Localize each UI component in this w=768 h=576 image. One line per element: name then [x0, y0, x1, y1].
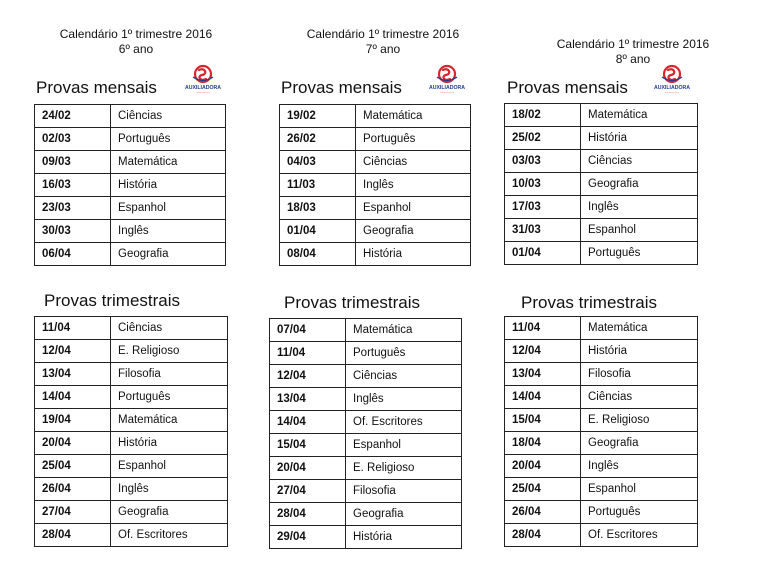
table-row — [270, 411, 462, 434]
exam-subject: Of. Escritores — [346, 411, 462, 434]
exam-date: 14/04 — [35, 386, 111, 409]
table-row — [280, 243, 471, 266]
exam-subject: História — [346, 526, 462, 549]
exam-subject: Espanhol — [356, 197, 471, 220]
exam-date: 12/04 — [270, 365, 346, 388]
table-row — [35, 386, 228, 409]
exam-subject: Geografia — [111, 243, 226, 266]
mensais-title: Provas mensais — [281, 78, 402, 97]
exam-date: 19/02 — [280, 105, 356, 128]
table-row — [35, 105, 226, 128]
exam-date: 20/04 — [270, 457, 346, 480]
exam-date: 11/04 — [270, 342, 346, 365]
table-row — [505, 150, 698, 173]
header-7ano — [293, 27, 473, 57]
exam-subject: Espanhol — [111, 197, 226, 220]
table-row — [280, 197, 471, 220]
table-row — [280, 151, 471, 174]
exam-subject: Filosofia — [111, 363, 228, 386]
exam-date: 20/04 — [35, 432, 111, 455]
header-grade: 6º ano — [118, 42, 154, 56]
school-logo-icon — [183, 64, 223, 94]
exam-date: 02/03 — [35, 128, 111, 151]
trimestrais-table — [34, 316, 228, 547]
table-row — [280, 220, 471, 243]
table-row — [270, 457, 462, 480]
exam-date: 28/04 — [270, 503, 346, 526]
table-row — [505, 478, 698, 501]
svg-text:AUXILIADORA: AUXILIADORA — [653, 85, 691, 91]
exam-subject: Filosofia — [581, 363, 698, 386]
trimestrais-title: Provas trimestrais — [521, 293, 658, 312]
exam-date: 08/04 — [280, 243, 356, 266]
table-row — [270, 434, 462, 457]
exam-date: 13/04 — [270, 388, 346, 411]
exam-subject: Ciências — [111, 317, 228, 340]
exam-date: 25/04 — [505, 478, 581, 501]
exam-subject: E. Religioso — [111, 340, 228, 363]
table-row — [270, 342, 462, 365]
exam-subject: Inglês — [346, 388, 462, 411]
exam-subject: Ciências — [581, 150, 698, 173]
table-row — [280, 174, 471, 197]
exam-subject: História — [111, 432, 228, 455]
exam-date: 16/03 — [35, 174, 111, 197]
mensais-title: Provas mensais — [36, 78, 157, 97]
table-row — [35, 478, 228, 501]
exam-date: 26/04 — [505, 501, 581, 524]
exam-date: 11/04 — [35, 317, 111, 340]
school-logo-icon — [427, 64, 467, 94]
exam-date: 25/02 — [505, 127, 581, 150]
table-row — [505, 340, 698, 363]
exam-subject: Espanhol — [581, 478, 698, 501]
trimestrais-table — [504, 316, 698, 547]
exam-date: 28/04 — [35, 524, 111, 547]
exam-subject: Of. Escritores — [581, 524, 698, 547]
table-row — [35, 501, 228, 524]
table-row — [505, 455, 698, 478]
exam-date: 07/04 — [270, 319, 346, 342]
header-grade: 8º ano — [615, 52, 651, 66]
exam-date: 30/03 — [35, 220, 111, 243]
table-row — [505, 173, 698, 196]
exam-date: 15/04 — [505, 409, 581, 432]
svg-text:~~~~~~~~: ~~~~~~~~ — [195, 90, 211, 94]
exam-date: 04/03 — [280, 151, 356, 174]
exam-subject: Ciências — [356, 151, 471, 174]
table-row — [35, 409, 228, 432]
header-title: Calendário 1º trimestre 2016 — [556, 37, 710, 51]
trimestrais-table — [269, 318, 462, 549]
exam-date: 26/04 — [35, 478, 111, 501]
table-row — [505, 501, 698, 524]
exam-date: 01/04 — [280, 220, 356, 243]
exam-date: 24/02 — [35, 105, 111, 128]
exam-subject: Inglês — [581, 196, 698, 219]
table-row — [35, 128, 226, 151]
table-row — [35, 220, 226, 243]
exam-subject: Português — [581, 242, 698, 265]
exam-subject: Matemática — [581, 104, 698, 127]
table-row — [35, 340, 228, 363]
mensais-title: Provas mensais — [507, 78, 628, 97]
exam-subject: Inglês — [356, 174, 471, 197]
exam-subject: Ciências — [581, 386, 698, 409]
mensais-table — [279, 104, 471, 266]
exam-subject: História — [111, 174, 226, 197]
table-row — [35, 197, 226, 220]
table-row — [505, 127, 698, 150]
exam-subject: Filosofia — [346, 480, 462, 503]
header-6ano — [46, 27, 226, 57]
svg-text:AUXILIADORA: AUXILIADORA — [428, 85, 466, 91]
table-row — [35, 363, 228, 386]
exam-date: 09/03 — [35, 151, 111, 174]
table-row — [270, 365, 462, 388]
exam-subject: E. Religioso — [346, 457, 462, 480]
exam-subject: Inglês — [111, 478, 228, 501]
exam-date: 13/04 — [505, 363, 581, 386]
header-title: Calendário 1º trimestre 2016 — [306, 27, 460, 41]
exam-date: 29/04 — [270, 526, 346, 549]
table-row — [35, 243, 226, 266]
school-logo-icon — [427, 64, 467, 94]
table-row — [270, 319, 462, 342]
exam-date: 19/04 — [35, 409, 111, 432]
exam-date: 12/04 — [505, 340, 581, 363]
table-row — [505, 386, 698, 409]
exam-subject: Inglês — [111, 220, 226, 243]
exam-subject: Português — [581, 501, 698, 524]
exam-date: 14/04 — [505, 386, 581, 409]
table-row — [280, 105, 471, 128]
exam-subject: Ciências — [111, 105, 226, 128]
table-row — [505, 524, 698, 547]
mensais-table — [504, 103, 698, 265]
header-8ano — [543, 37, 723, 67]
school-logo-icon — [183, 64, 223, 94]
exam-date: 23/03 — [35, 197, 111, 220]
table-row — [505, 104, 698, 127]
exam-subject: Geografia — [111, 501, 228, 524]
exam-subject: Português — [346, 342, 462, 365]
table-row — [35, 432, 228, 455]
exam-date: 11/03 — [280, 174, 356, 197]
exam-subject: Matemática — [111, 151, 226, 174]
exam-date: 17/03 — [505, 196, 581, 219]
table-row — [270, 388, 462, 411]
exam-date: 15/04 — [270, 434, 346, 457]
exam-subject: História — [581, 127, 698, 150]
exam-date: 26/02 — [280, 128, 356, 151]
exam-date: 27/04 — [35, 501, 111, 524]
exam-subject: Matemática — [111, 409, 228, 432]
exam-date: 12/04 — [35, 340, 111, 363]
exam-date: 31/03 — [505, 219, 581, 242]
table-row — [35, 455, 228, 478]
table-row — [505, 409, 698, 432]
exam-subject: Português — [111, 128, 226, 151]
header-grade: 7º ano — [365, 42, 401, 56]
exam-subject: Português — [111, 386, 228, 409]
exam-date: 27/04 — [270, 480, 346, 503]
table-row — [505, 219, 698, 242]
exam-date: 11/04 — [505, 317, 581, 340]
table-row — [35, 151, 226, 174]
table-row — [505, 242, 698, 265]
table-row — [505, 196, 698, 219]
exam-subject: Geografia — [356, 220, 471, 243]
table-row — [35, 524, 228, 547]
exam-subject: Espanhol — [111, 455, 228, 478]
table-row — [505, 432, 698, 455]
school-logo-icon — [652, 64, 692, 94]
exam-subject: Português — [356, 128, 471, 151]
exam-date: 20/04 — [505, 455, 581, 478]
exam-subject: Of. Escritores — [111, 524, 228, 547]
exam-date: 06/04 — [35, 243, 111, 266]
table-row — [270, 480, 462, 503]
exam-subject: Ciências — [346, 365, 462, 388]
exam-subject: Geografia — [346, 503, 462, 526]
exam-subject: Inglês — [581, 455, 698, 478]
table-row — [270, 503, 462, 526]
mensais-table — [34, 104, 226, 266]
exam-date: 10/03 — [505, 173, 581, 196]
exam-subject: Geografia — [581, 173, 698, 196]
table-row — [505, 317, 698, 340]
exam-date: 14/04 — [270, 411, 346, 434]
header-title: Calendário 1º trimestre 2016 — [59, 27, 213, 41]
table-row — [35, 174, 226, 197]
exam-date: 18/03 — [280, 197, 356, 220]
exam-subject: História — [356, 243, 471, 266]
exam-date: 01/04 — [505, 242, 581, 265]
table-row — [505, 363, 698, 386]
svg-text:~~~~~~~~: ~~~~~~~~ — [439, 90, 455, 94]
exam-subject: Espanhol — [346, 434, 462, 457]
svg-text:~~~~~~~~: ~~~~~~~~ — [664, 90, 680, 94]
exam-subject: Matemática — [346, 319, 462, 342]
table-row — [35, 317, 228, 340]
school-logo-icon — [652, 64, 692, 94]
exam-subject: Espanhol — [581, 219, 698, 242]
table-row — [270, 526, 462, 549]
exam-subject: Geografia — [581, 432, 698, 455]
trimestrais-title: Provas trimestrais — [44, 291, 181, 310]
exam-subject: História — [581, 340, 698, 363]
exam-date: 03/03 — [505, 150, 581, 173]
exam-date: 18/02 — [505, 104, 581, 127]
exam-date: 28/04 — [505, 524, 581, 547]
svg-text:AUXILIADORA: AUXILIADORA — [184, 85, 222, 91]
exam-date: 25/04 — [35, 455, 111, 478]
exam-subject: E. Religioso — [581, 409, 698, 432]
table-row — [280, 128, 471, 151]
exam-subject: Matemática — [581, 317, 698, 340]
trimestrais-title: Provas trimestrais — [284, 293, 421, 312]
exam-date: 18/04 — [505, 432, 581, 455]
exam-date: 13/04 — [35, 363, 111, 386]
exam-subject: Matemática — [356, 105, 471, 128]
